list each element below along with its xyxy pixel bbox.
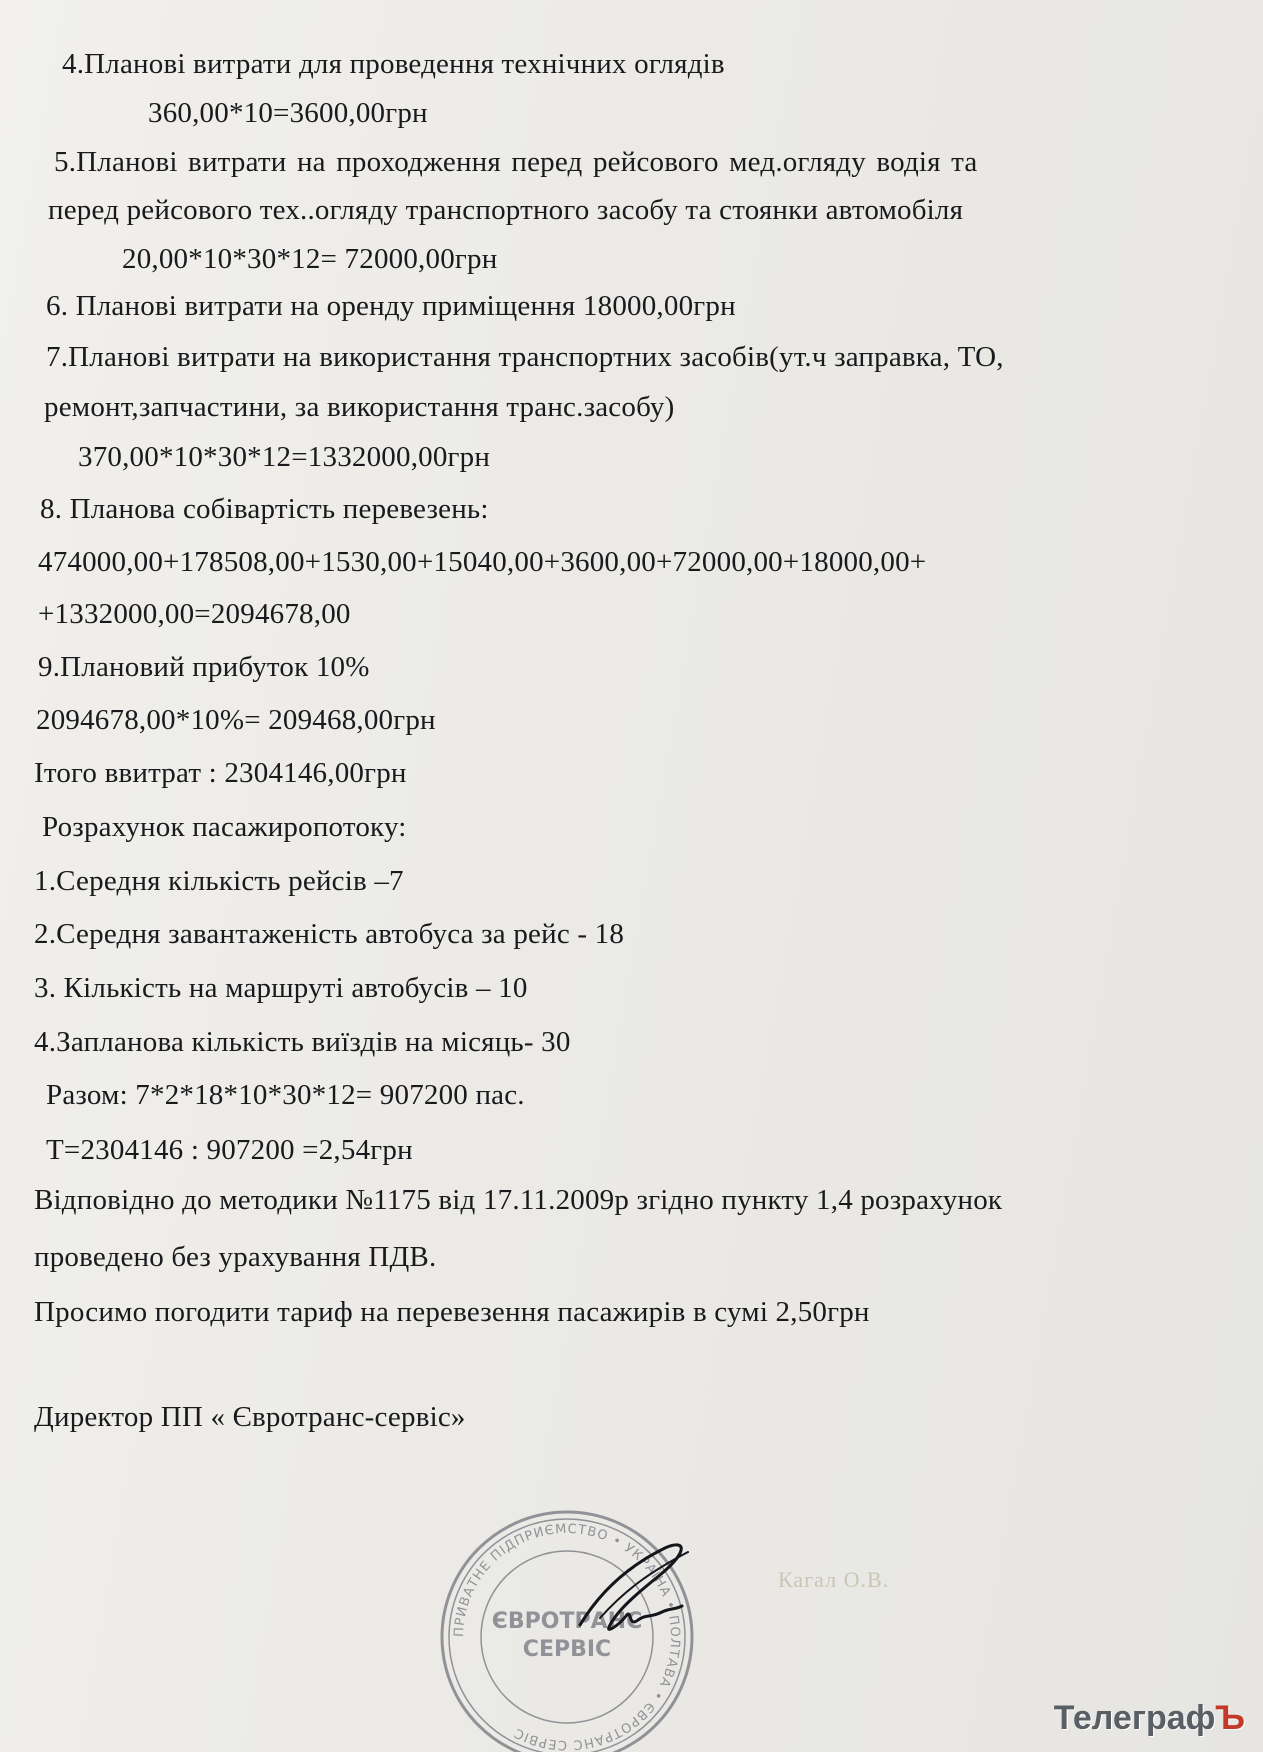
- text-line-24: проведено без урахування ПДВ.: [34, 1241, 437, 1273]
- text-line-16: Розрахунок пасажиропотоку:: [42, 811, 407, 843]
- text-line-20: 4.Запланова кількість виїздів на місяць- 30: [34, 1026, 571, 1058]
- text-line-4: перед рейсового тех..огляду транспортного засобу та стоянки автомобіля: [48, 194, 964, 226]
- handwritten-signature: [570, 1530, 700, 1650]
- svg-text:ЄВРОТРАНС: ЄВРОТРАНС: [491, 1609, 643, 1634]
- text-line-8: ремонт,запчастини, за використання транс.засобу): [44, 391, 675, 423]
- text-line-10: 8. Планова собівартість перевезень:: [40, 493, 489, 525]
- watermark-accent: Ъ: [1215, 1699, 1245, 1737]
- text-line-23: Відповідно до методики №1175 від 17.11.2009р згідно пункту 1,4 розрахунок: [34, 1184, 1003, 1216]
- text-line-18: 2.Середня завантаженість автобуса за рейс - 18: [34, 918, 625, 950]
- text-line-9: 370,00*10*30*12=1332000,00грн: [78, 441, 491, 473]
- text-line-22: Т=2304146 : 907200 =2,54грн: [46, 1134, 413, 1166]
- text-line-2: 360,00*10=3600,00грн: [148, 97, 428, 129]
- text-line-13: 9.Плановий прибуток 10%: [38, 651, 370, 683]
- text-line-17: 1.Середня кількість рейсів –7: [34, 865, 404, 897]
- telegraf-watermark: [1054, 1699, 1245, 1738]
- text-line-1: 4.Планові витрати для проведення технічних оглядів: [62, 48, 725, 80]
- text-line-6: 6. Планові витрати на оренду приміщення 18000,00грн: [46, 290, 736, 322]
- text-line-11: 474000,00+178508,00+1530,00+15040,00+3600,00+72000,00+18000,00+: [38, 546, 927, 578]
- text-line-3: 5.Планові витрати на проходження перед рейсового мед.огляду водія та: [54, 146, 978, 178]
- text-line-5: 20,00*10*30*12= 72000,00грн: [122, 243, 498, 275]
- text-line-14: 2094678,00*10%= 209468,00грн: [36, 704, 436, 736]
- text-line-12: +1332000,00=2094678,00: [38, 598, 351, 630]
- svg-text:СЕРВІС: СЕРВІС: [522, 1637, 612, 1662]
- signature-line: Директор ПП « Євротранс-сервіс»: [34, 1401, 466, 1433]
- text-line-25: Просимо погодити тариф на перевезення пасажирів в сумі 2,50грн: [34, 1296, 870, 1328]
- name-stamp: Кагал О.В.: [778, 1567, 890, 1592]
- text-line-15: Ітого ввитрат : 2304146,00грн: [34, 757, 407, 789]
- seal-ring-text: ПРИВАТНЕ ПІДПРИЄМСТВО • УКРАЇНА • ПОЛТАВА • ЄВРОТРАНС СЕРВІС: [451, 1521, 683, 1752]
- text-line-19: 3. Кількість на маршруті автобусів – 10: [34, 972, 528, 1004]
- text-line-21: Разом: 7*2*18*10*30*12= 907200 пас.: [46, 1079, 525, 1111]
- watermark-text: Телеграф: [1053, 1699, 1216, 1737]
- text-line-7: 7.Планові витрати на використання транспортних засобів(ут.ч заправка, ТО,: [46, 341, 1004, 373]
